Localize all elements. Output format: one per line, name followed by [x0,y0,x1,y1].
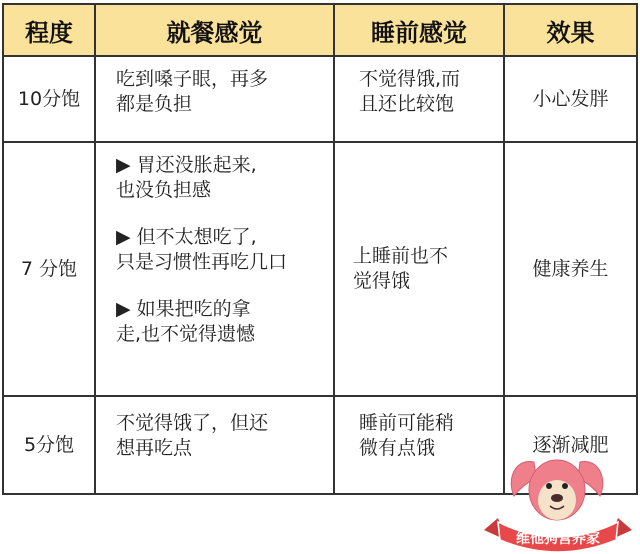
text-line: 也没负担感 [116,179,212,201]
effect-cell: 逐渐减肥 [504,396,637,494]
watermark-text: 维他狗营养家 [516,531,600,547]
header-effect: 效果 [504,4,637,56]
header-eating: 就餐感觉 [95,4,334,56]
header-sleep: 睡前感觉 [334,4,504,56]
sleep-cell [334,142,504,396]
text-line: ▶ 如果把吃的拿 [116,298,251,320]
text-line: 都是负担 [116,93,193,115]
text-line: 不觉得饿了，但还 [116,412,269,434]
text-line: 走,也不觉得遗憾 [116,323,256,345]
sleep-cell [334,56,504,142]
text-line: 只是习惯性再吃几口 [116,251,288,273]
text-line: ▶ 胃还没胀起来, [116,154,257,176]
table-row [3,142,637,396]
degree-cell: 7 分饱 [3,142,95,396]
text-line: 微有点饿 [359,437,436,459]
eating-cell [95,142,334,396]
bullet-item [116,297,325,347]
degree-cell: 5分饱 [3,396,95,494]
text-line: 不觉得饿,而 [359,68,461,90]
text-line: 觉得饿 [353,270,411,292]
bullet-item [116,153,325,203]
eating-cell [95,396,334,494]
text-line: 睡前可能稍 [359,412,455,434]
mascot-dog-watermark [476,448,640,554]
fullness-table [2,3,638,495]
text-line: 上睡前也不 [353,245,449,267]
table-row [3,56,637,142]
bullet-item [116,225,325,275]
eating-cell [95,56,334,142]
text-line: 想再吃点 [116,437,193,459]
degree-cell: 10分饱 [3,56,95,142]
text-line: ▶ 但不太想吃了, [116,226,257,248]
effect-cell: 健康养生 [504,142,637,396]
text-line: 且还比较饱 [359,93,455,115]
header-degree: 程度 [3,4,95,56]
text-line: 吃到嗓子眼，再多 [116,68,269,90]
effect-cell: 小心发胖 [504,56,637,142]
header-row [3,4,637,56]
